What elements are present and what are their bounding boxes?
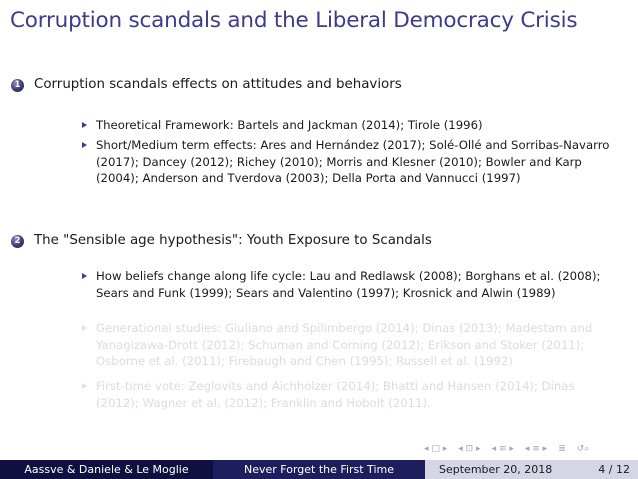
section-heading-2 — [14, 233, 432, 248]
search-icon[interactable]: ↺⌕ — [576, 444, 590, 454]
bullet-triangle-icon — [82, 325, 87, 331]
footer-short-title: Never Forget the First Time — [213, 460, 425, 479]
subsection-nav-icon[interactable]: ◂ ⊡ ▸ — [458, 444, 481, 454]
doc-nav-icon[interactable]: ◂ ≡ ▸ — [524, 444, 548, 454]
bullet-theoretical-framework: Theoretical Framework: Bartels and Jackman (2014); Tirole (1996) — [96, 117, 620, 134]
bullet-triangle-icon — [82, 122, 87, 128]
footer-page-number: 4 / 12 — [598, 463, 630, 476]
bullet-generational-studies: Generational studies: Giuliano and Spilimbergo (2014); Dinas (2013); Madestam and Yanagizawa-Drott (2012); Schuman and Corning (2012); Erikson and Stoker (2011); Osborne et al. (2011); Firebaugh and Chen (1995); Russell et al. (1992) — [96, 320, 620, 370]
align-icon[interactable]: ≣ — [558, 444, 566, 454]
footer-date-page — [425, 460, 638, 479]
bullet-triangle-icon — [82, 142, 87, 148]
bullet-triangle-icon — [82, 383, 87, 389]
bullet-beliefs-life-cycle: How beliefs change along life cycle: Lau and Redlawsk (2008); Borghans et al. (2008); Sears and Funk (1999); Sears and Valentino (1997); Krosnick and Alwin (1989) — [96, 268, 620, 301]
section-heading-1 — [14, 77, 402, 92]
bullet-short-medium-effects: Short/Medium term effects: Ares and Hernández (2017); Solé-Ollé and Sorribas-Navarro (2017); Dancey (2012); Richey (2010); Morris and Klesner (2010); Bowler and Karp (2004); Anderson and Tverdova (2003); Della Porta and Vannucci (1997) — [96, 137, 620, 187]
section-nav-icon[interactable]: ◂ ≡ ▸ — [491, 444, 514, 454]
bullet-first-time-vote: First-time vote: Zeglovits and Aichholzer (2014); Bhatti and Hansen (2014); Dinas (2012); Wagner et al. (2012); Franklin and Hobolt (2011). — [96, 378, 620, 411]
frame-nav-icon[interactable]: ◂ □ ▸ — [424, 444, 448, 454]
footer-authors: Aassve & Daniele & Le Moglie — [0, 460, 213, 479]
footer-bar — [0, 460, 638, 479]
section-heading-1-text: Corruption scandals effects on attitudes and behaviors — [34, 77, 402, 92]
navigation-symbols — [424, 444, 589, 454]
enum-number-2: 2 — [11, 235, 24, 248]
footer-date: September 20, 2018 — [439, 463, 553, 476]
slide-title: Corruption scandals and the Liberal Democracy Crisis — [10, 8, 578, 33]
bullet-triangle-icon — [82, 273, 87, 279]
enum-number-1: 1 — [11, 79, 24, 92]
section-heading-2-text: The "Sensible age hypothesis": Youth Exposure to Scandals — [34, 233, 432, 248]
